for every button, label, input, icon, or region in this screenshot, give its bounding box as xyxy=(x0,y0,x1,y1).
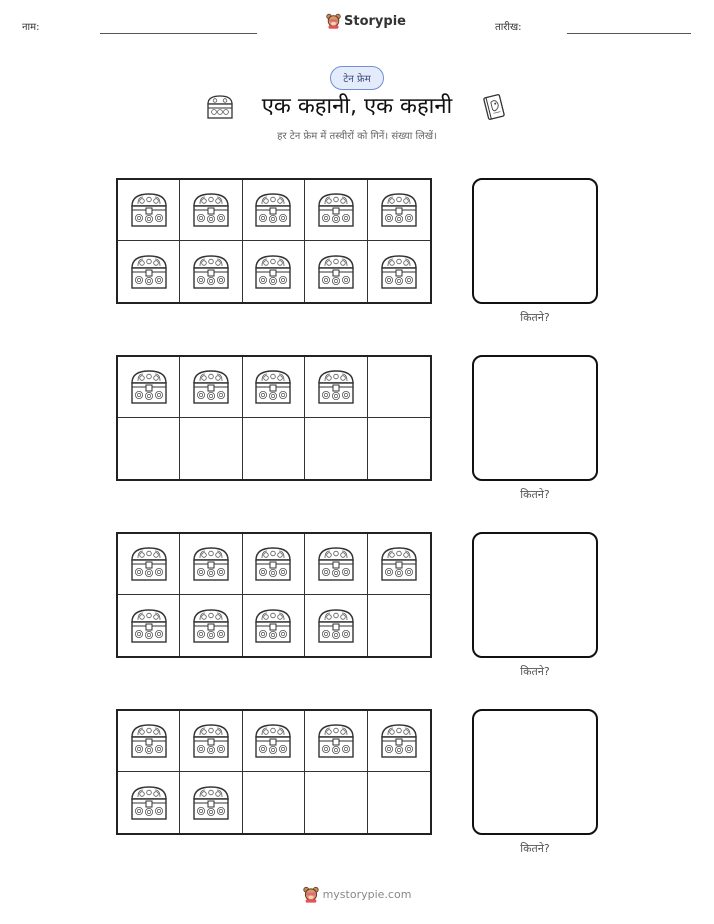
treasure-chest-icon xyxy=(316,191,356,229)
treasure-chest-icon xyxy=(253,253,293,291)
ten-frame-cell xyxy=(118,180,180,241)
bear-mascot-icon xyxy=(326,13,341,29)
treasure-chest-icon xyxy=(379,191,419,229)
ten-frame-cell xyxy=(243,534,305,595)
ten-frame-cell xyxy=(180,357,242,418)
ten-frame-cell xyxy=(305,711,367,772)
name-field[interactable] xyxy=(100,33,257,34)
ten-frame xyxy=(116,355,432,481)
treasure-chest-icon xyxy=(129,784,169,822)
treasure-chest-icon xyxy=(191,368,231,406)
ten-frame-cell xyxy=(118,772,180,833)
ten-frame-cell xyxy=(368,595,430,656)
ten-frame-cell xyxy=(243,357,305,418)
answer-label: कितने? xyxy=(520,311,550,324)
treasure-chest-icon xyxy=(316,253,356,291)
ten-frame-cell xyxy=(368,357,430,418)
ten-frame-cell xyxy=(180,711,242,772)
treasure-chest-icon xyxy=(316,607,356,645)
ten-frame-cell xyxy=(180,241,242,302)
answer-label: कितने? xyxy=(520,842,550,855)
treasure-chest-icon xyxy=(191,191,231,229)
date-label: तारीख: xyxy=(495,22,522,33)
ten-frame-cell xyxy=(243,772,305,833)
treasure-chest-icon xyxy=(253,368,293,406)
answer-box[interactable] xyxy=(472,709,598,835)
ten-frame-cell xyxy=(180,534,242,595)
ten-frame-cell xyxy=(180,418,242,479)
treasure-chest-icon xyxy=(191,722,231,760)
ten-frame-cell xyxy=(118,357,180,418)
ten-frame-cell xyxy=(368,534,430,595)
answer-label: कितने? xyxy=(520,488,550,501)
treasure-chest-icon xyxy=(129,545,169,583)
answer-box[interactable] xyxy=(472,355,598,481)
ten-frame-cell xyxy=(118,595,180,656)
treasure-chest-icon xyxy=(379,722,419,760)
ten-frame-cell xyxy=(368,772,430,833)
footer-url[interactable]: mystorypie.com xyxy=(322,888,412,901)
ten-frame-cell xyxy=(118,534,180,595)
ten-frame-cell xyxy=(368,180,430,241)
treasure-chest-icon xyxy=(253,191,293,229)
storybook-icon xyxy=(479,92,509,122)
ten-frame-cell xyxy=(118,241,180,302)
ten-frame-cell xyxy=(305,772,367,833)
treasure-chest-icon xyxy=(253,607,293,645)
ten-frame-cell xyxy=(243,418,305,479)
instructions: हर टेन फ्रेम में तस्वीरों को गिनें। संख्या लिखें। xyxy=(277,131,437,142)
treasure-chest-icon xyxy=(316,545,356,583)
bear-mascot-icon xyxy=(303,886,319,903)
date-field[interactable] xyxy=(567,33,691,34)
footer xyxy=(0,886,714,903)
ten-frame-cell xyxy=(243,241,305,302)
name-label: नाम: xyxy=(22,22,40,33)
treasure-chest-icon xyxy=(253,722,293,760)
treasure-chest-icon xyxy=(191,545,231,583)
ten-frame-cell xyxy=(243,595,305,656)
ten-frame xyxy=(116,178,432,304)
brand-logo xyxy=(326,13,406,29)
brand-name: Storypie xyxy=(344,13,406,29)
ten-frame-cell xyxy=(180,180,242,241)
treasure-chest-icon xyxy=(129,253,169,291)
ten-frame-cell xyxy=(243,180,305,241)
topic-badge: टेन फ्रेम xyxy=(330,66,384,90)
treasure-chest-icon xyxy=(129,191,169,229)
ten-frame-cell xyxy=(180,772,242,833)
ten-frame xyxy=(116,532,432,658)
ten-frame xyxy=(116,709,432,835)
treasure-chest-icon xyxy=(253,545,293,583)
ten-frame-cell xyxy=(368,711,430,772)
treasure-chest-icon xyxy=(129,607,169,645)
ten-frame-cell xyxy=(305,180,367,241)
ten-frame-cell xyxy=(368,418,430,479)
ten-frame-cell xyxy=(305,241,367,302)
ten-frame-cell xyxy=(305,534,367,595)
page-title: एक कहानी, एक कहानी xyxy=(261,94,453,119)
treasure-chest-icon xyxy=(191,607,231,645)
answer-box[interactable] xyxy=(472,178,598,304)
treasure-chest-icon xyxy=(129,368,169,406)
ten-frame-cell xyxy=(180,595,242,656)
treasure-chest-icon xyxy=(129,722,169,760)
ten-frame-cell xyxy=(118,711,180,772)
treasure-chest-icon xyxy=(316,368,356,406)
treasure-chest-icon xyxy=(379,545,419,583)
treasure-chest-icon xyxy=(379,253,419,291)
ten-frame-cell xyxy=(118,418,180,479)
treasure-chest-icon xyxy=(316,722,356,760)
ten-frame-cell xyxy=(243,711,305,772)
treasure-chest-icon xyxy=(191,784,231,822)
treasure-chest-icon xyxy=(191,253,231,291)
answer-label: कितने? xyxy=(520,665,550,678)
ten-frame-cell xyxy=(305,418,367,479)
answer-box[interactable] xyxy=(472,532,598,658)
ten-frame-cell xyxy=(368,241,430,302)
ten-frame-cell xyxy=(305,595,367,656)
ten-frame-cell xyxy=(305,357,367,418)
